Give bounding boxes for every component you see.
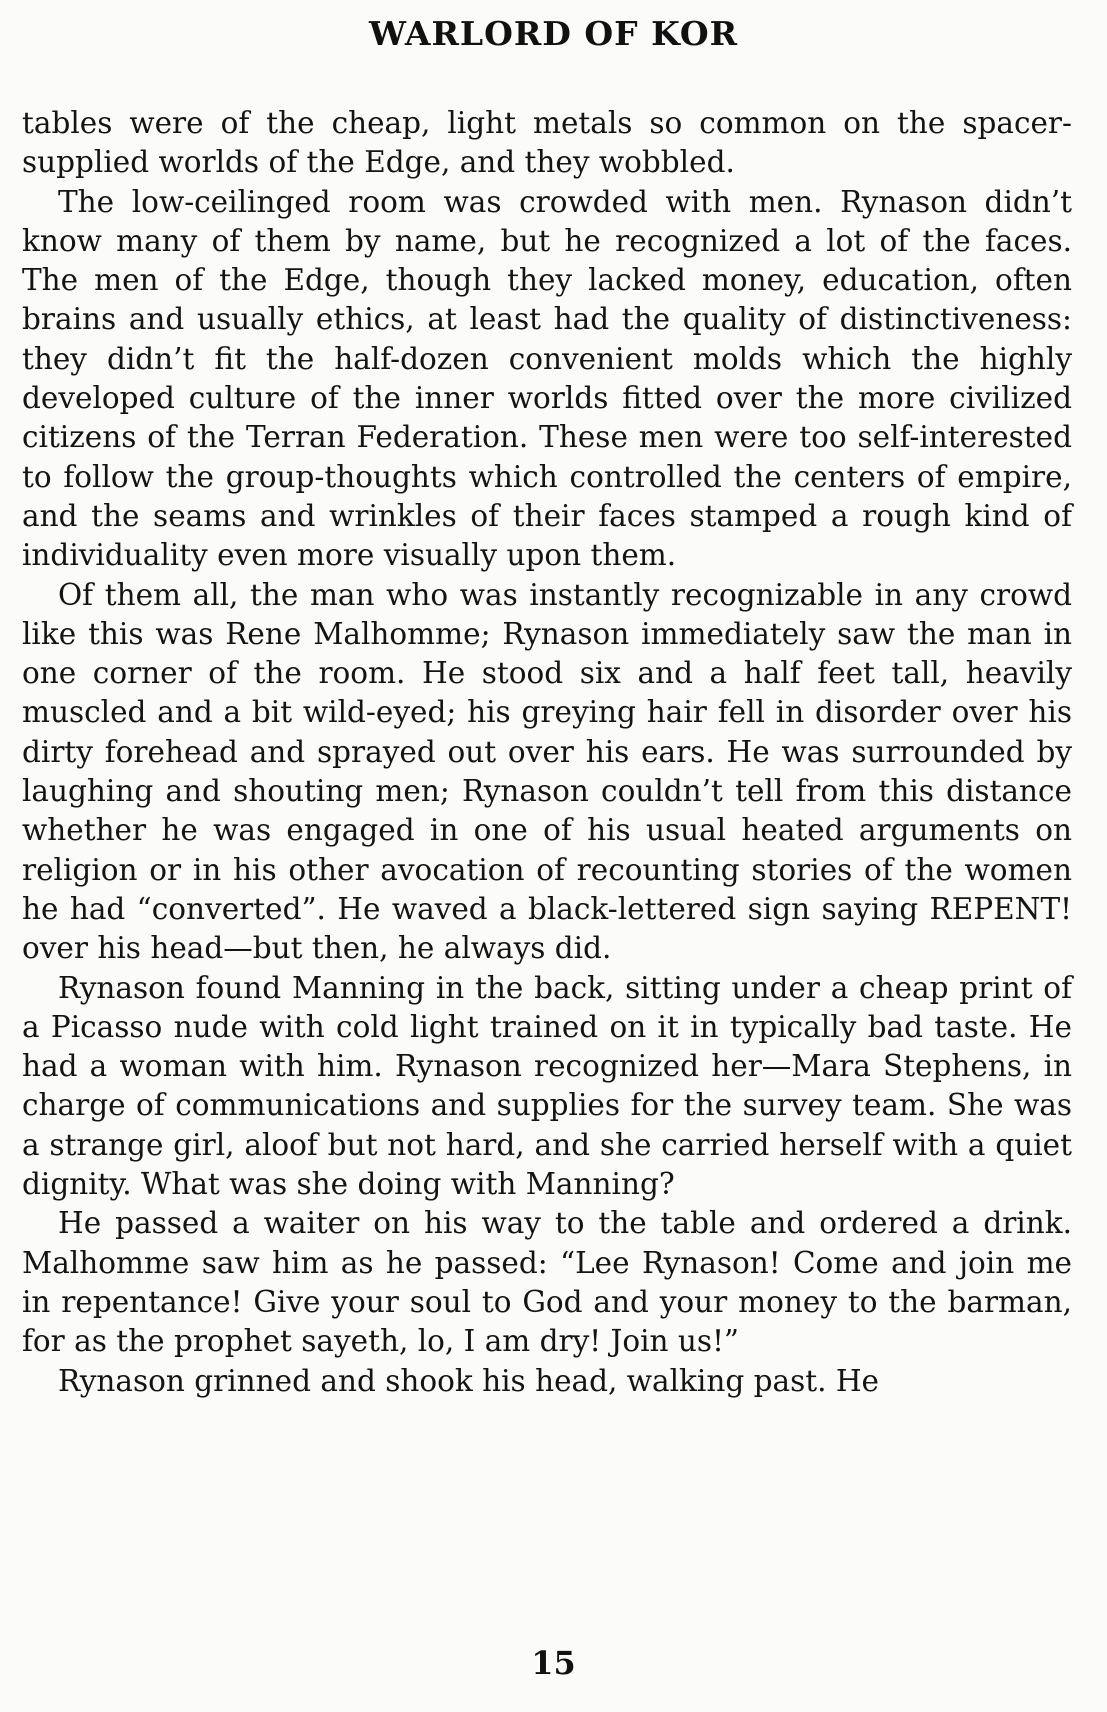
paragraph: Rynason grinned and shook his head, walking past. He	[58, 1363, 880, 1398]
paragraph: Of them all, the man who was instantly recognizable in any crowd like this was Rene Malhomme; Rynason immediately saw the man in one corner of the room. He stood six and a half feet tall, heavily muscled and a bit wild-eyed; his greying hair fell in disorder over his dirty forehead and sprayed out over his ears. He was surrounded by laughing and shouting men; Rynason couldn’t tell from this distance whether he was engaged in one of his usual heated arguments on religion or in his other avocation of recounting stories of the women he had “converted”. He waved a black-lettered sign saying REPENT! over his head—but then, he always did.	[22, 577, 1072, 966]
paragraph: He passed a waiter on his way to the table and ordered a drink. Malhomme saw him as he passed: “Lee Rynason! Come and join me in repentance! Give your soul to God and your money to the barman, for as the prophet sayeth, lo, I am dry! Join us!”	[22, 1206, 1072, 1359]
body-text	[22, 104, 1072, 1401]
paragraph: tables were of the cheap, light metals so common on the spacer-supplied worlds of the Edge, and they wobbled.	[22, 106, 1072, 180]
running-title: WARLORD OF KOR	[368, 14, 739, 53]
paragraph: The low-ceilinged room was crowded with men. Rynason didn’t know many of them by name, but he recognized a lot of the faces. The men of the Edge, though they lacked money, education, often brains and usually ethics, at least had the quality of distinctiveness: they didn’t fit the half-dozen convenient molds which the highly developed culture of the inner worlds fitted over the more civilized citizens of the Terran Federation. These men were too self-interested to follow the group-thoughts which controlled the centers of empire, and the seams and wrinkles of their faces stamped a rough kind of individuality even more visually upon them.	[22, 184, 1072, 573]
page-number: 15	[531, 1644, 576, 1682]
paragraph: Rynason found Manning in the back, sitting under a cheap print of a Picasso nude with cold light trained on it in typically bad taste. He had a woman with him. Rynason recognized her—Mara Stephens, in charge of communications and supplies for the survey team. She was a strange girl, aloof but not hard, and she carried herself with a quiet dignity. What was she doing with Manning?	[22, 970, 1072, 1202]
